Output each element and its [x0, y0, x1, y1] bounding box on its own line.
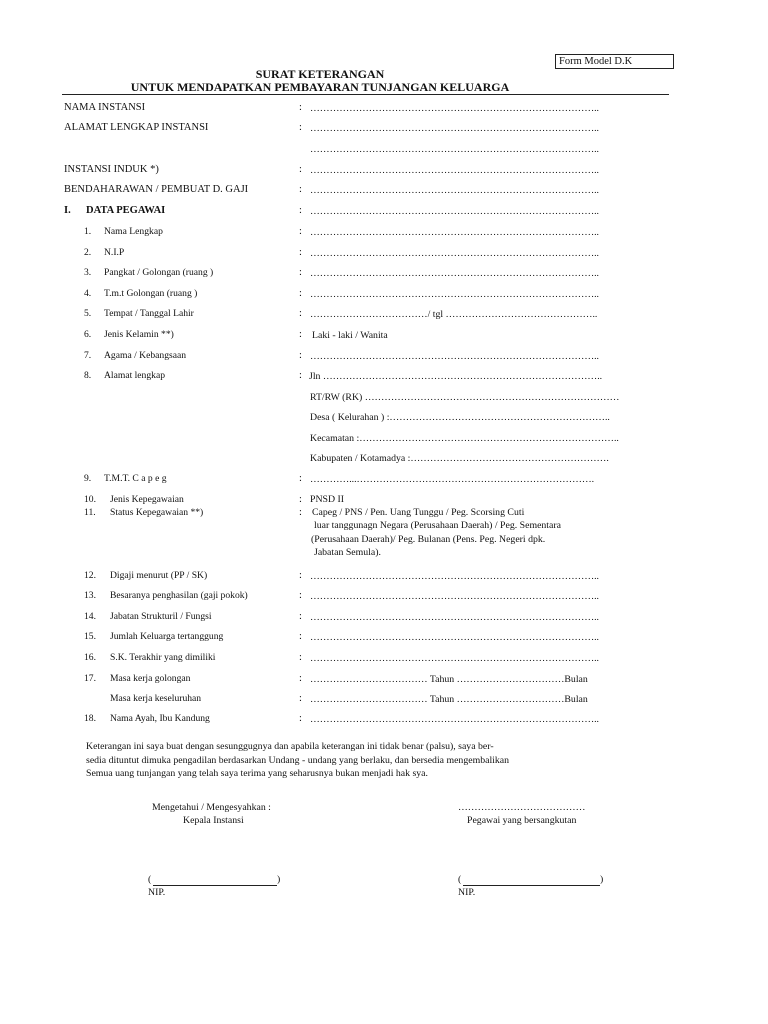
item-number: 14. [84, 611, 96, 622]
item-label-tempat-tanggal-lahir: Tempat / Tanggal Lahir [104, 308, 194, 319]
sign-right-paren-open: ( [458, 874, 462, 885]
sign-left-paren-open: ( [148, 874, 152, 885]
dotted-line: …………………………………………………………………………….. [310, 165, 600, 176]
item-number: 11. [84, 507, 96, 518]
alamat-jln-value: Jln ………………………………………………………………………….. [309, 371, 603, 382]
item-number: 15. [84, 631, 96, 642]
sign-right-line [463, 885, 600, 886]
tmt-capeg-value: …………...………………………………………………………………. [310, 474, 595, 485]
dotted-line: …………………………………………………………………………….. [310, 289, 600, 300]
item-number: 2. [84, 247, 92, 258]
item-number: 12. [84, 570, 96, 581]
dotted-line: …………………………………………………………………………….. [310, 206, 600, 217]
item-label-jenis-kepegawaian: Jenis Kepegawaian [110, 494, 184, 505]
dotted-line: …………………………………………………………………………….. [310, 653, 600, 664]
sign-right-paren-close: ) [600, 874, 604, 885]
item-label-pangkat: Pangkat / Golongan (ruang ) [104, 267, 214, 278]
item-number: 17. [84, 673, 96, 684]
colon: : [299, 226, 302, 237]
jenis-kelamin-value: Laki - laki / Wanita [312, 330, 388, 341]
document-title: SURAT KETERANGAN [255, 67, 385, 81]
item-label-nama-lengkap: Nama Lengkap [104, 226, 163, 237]
dotted-line: …………………………………………………………………………….. [310, 571, 600, 582]
dotted-line: …………………………………………………………………………….. [310, 351, 600, 362]
nip-right: NIP. [458, 887, 476, 898]
dotted-line: …………………………………………………………………………….. [310, 591, 600, 602]
sign-left-title: Kepala Instansi [183, 815, 244, 826]
item-number: 16. [84, 652, 96, 663]
item-number: 3. [84, 267, 92, 278]
statement-paragraph: Keterangan ini saya buat dengan sesunggugnya dan apabila keterangan ini tidak benar (palsu), saya ber- sedia dituntut dimuka pengadilan berdasarkan Undang - undang yang berlaku, dan bersedia mengembalikan Semua uang tunjangan yang telah saya terima yang seharusnya bukan menjadi hak sya. [86, 741, 510, 779]
colon: : [299, 205, 302, 216]
item-label-jumlah-keluarga: Jumlah Keluarga tertanggung [110, 631, 224, 642]
item-number: 10. [84, 494, 96, 505]
header-rule [62, 94, 669, 95]
dotted-line: …………………………………………………………………………….. [310, 103, 600, 114]
item-label-masa-kerja-golongan: Masa kerja golongan [110, 673, 191, 684]
item-label-jabatan: Jabatan Strukturil / Fungsi [110, 611, 212, 622]
colon: : [299, 164, 302, 175]
item-number: 18. [84, 713, 96, 724]
item-label-sk-terakhir: S.K. Terakhir yang dimiliki [110, 652, 216, 663]
colon: : [299, 308, 302, 319]
item-label-digaji-menurut: Digaji menurut (PP / SK) [110, 570, 208, 581]
dotted-line: …………………………………………………………………………….. [310, 268, 600, 279]
item-label-jenis-kelamin: Jenis Kelamin **) [104, 329, 174, 340]
nip-left: NIP. [148, 887, 166, 898]
dotted-line: …………………………………………………………………………….. [310, 612, 600, 623]
item-label-alamat-lengkap: Alamat lengkap [104, 370, 166, 381]
item-label-tmt-golongan: T.m.t Golongan (ruang ) [104, 288, 198, 299]
address-kecamatan: Kecamatan :…………………………………………………………………….. [310, 433, 619, 444]
colon: : [299, 329, 302, 340]
item-label-masa-kerja-keseluruhan: Masa kerja keseluruhan [110, 693, 202, 704]
masa-kerja-golongan-value: ……………………………… Tahun ……………………………Bulan [310, 674, 588, 685]
colon: : [299, 247, 302, 258]
colon: : [299, 611, 302, 622]
tempat-tgl-value: ………………………………/ tgl ……………………………………….. [310, 309, 598, 320]
dotted-line: …………………………………………………………………………….. [310, 248, 600, 259]
dotted-line: …………………………………………………………………………….. [310, 144, 600, 155]
item-label-nip: N.I.P [104, 247, 125, 258]
colon: : [299, 122, 302, 133]
field-label-nama-instansi: NAMA INSTANSI [64, 102, 146, 113]
item-number: 9. [84, 473, 92, 484]
item-number: 7. [84, 350, 92, 361]
dotted-line: …………………………………………………………………………….. [310, 714, 600, 725]
address-rtrw: RT/RW (RK) …………………………………………………………………… [310, 392, 620, 403]
colon: : [299, 693, 302, 704]
jenis-kepegawaian-value: PNSD II [310, 494, 345, 505]
status-value: Capeg / PNS / Pen. Uang Tunggu / Peg. Scorsing Cuti [312, 507, 525, 518]
colon: : [299, 350, 302, 361]
item-number: 6. [84, 329, 92, 340]
colon: : [299, 288, 302, 299]
dotted-line: …………………………………………………………………………….. [310, 185, 600, 196]
colon: : [299, 370, 302, 381]
item-label-tmt-capeg: T.M.T. C a p e g [104, 473, 167, 484]
item-number: 5. [84, 308, 92, 319]
field-label-instansi-induk: INSTANSI INDUK *) [64, 164, 159, 175]
field-label-bendaharawan: BENDAHARAWAN / PEMBUAT D. GAJI [64, 184, 249, 195]
colon: : [299, 590, 302, 601]
status-continuation: (Perusahaan Daerah)/ Peg. Bulanan (Pens. Peg. Negeri dpk. [311, 534, 546, 545]
address-desa: Desa ( Kelurahan ) :………………………………………………………….. [310, 412, 610, 423]
section-title: DATA PEGAWAI [86, 205, 166, 216]
colon: : [299, 507, 302, 518]
dotted-line: …………………………………………………………………………….. [310, 227, 600, 238]
colon: : [299, 494, 302, 505]
colon: : [299, 673, 302, 684]
field-label-alamat-instansi: ALAMAT LENGKAP INSTANSI [64, 122, 209, 133]
item-number: 1. [84, 226, 92, 237]
colon: : [299, 267, 302, 278]
sign-right-place-date: ………………………………… [458, 802, 586, 813]
colon: : [299, 713, 302, 724]
colon: : [299, 652, 302, 663]
colon: : [299, 631, 302, 642]
colon: : [299, 102, 302, 113]
form-model-box: Form Model D.K [555, 54, 674, 69]
item-number: 13. [84, 590, 96, 601]
sign-right-title: Pegawai yang bersangkutan [467, 815, 577, 826]
colon: : [299, 570, 302, 581]
sign-left-line [153, 885, 277, 886]
status-continuation: luar tanggunagn Negara (Perusahaan Daerah) / Peg. Sementara [314, 520, 561, 531]
dotted-line: …………………………………………………………………………….. [310, 632, 600, 643]
address-kabupaten: Kabupaten / Kotamadya :……………………………………………………. [310, 453, 609, 464]
colon: : [299, 184, 302, 195]
sign-left-heading: Mengetahui / Mengesyahkan : [152, 802, 271, 813]
colon: : [299, 473, 302, 484]
item-number: 8. [84, 370, 92, 381]
section-number: I. [64, 205, 71, 216]
item-number: 4. [84, 288, 92, 299]
dotted-line: …………………………………………………………………………….. [310, 123, 600, 134]
document-subtitle: UNTUK MENDAPATKAN PEMBAYARAN TUNJANGAN KELUARGA [130, 80, 510, 94]
item-label-nama-ayah-ibu: Nama Ayah, Ibu Kandung [110, 713, 210, 724]
item-label-status-kepegawaian: Status Kepegawaian **) [110, 507, 204, 518]
sign-left-paren-close: ) [277, 874, 281, 885]
item-label-besaranya-penghasilan: Besaranya penghasilan (gaji pokok) [110, 590, 248, 601]
status-continuation: Jabatan Semula). [314, 547, 381, 558]
item-label-agama: Agama / Kebangsaan [104, 350, 187, 361]
masa-kerja-keseluruhan-value: ……………………………… Tahun ……………………………Bulan [310, 694, 588, 705]
